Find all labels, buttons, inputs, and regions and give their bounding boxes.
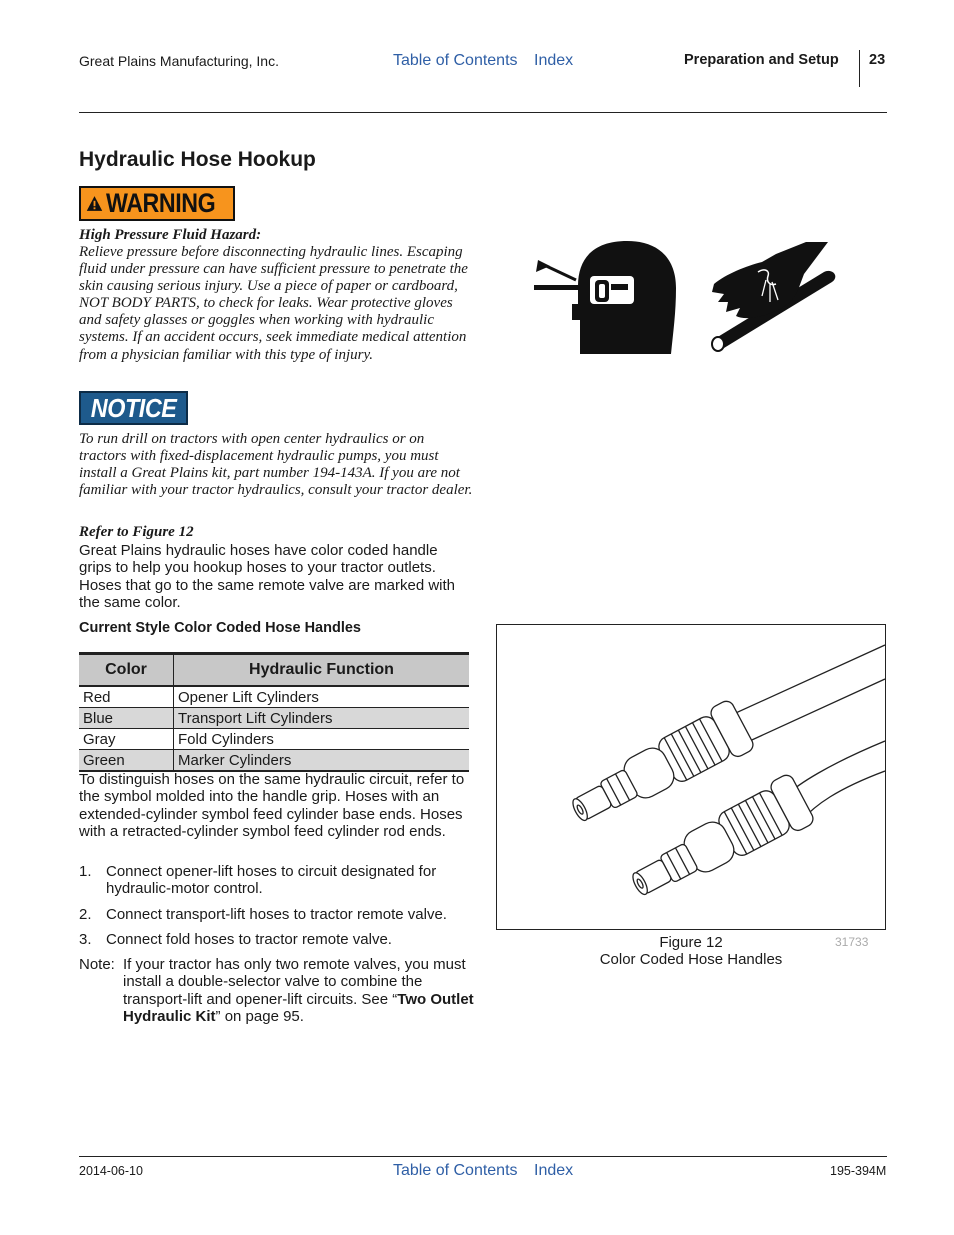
footer-date: 2014-06-10 — [79, 1164, 143, 1178]
intro-paragraph: Great Plains hydraulic hoses have color coded handle grips to help you hookup hoses to your tractor outlets. Hoses that go to the same remote valve are marked with the same color. — [79, 542, 456, 611]
table-cell-color: Gray — [79, 729, 174, 750]
hazard-body: Relieve pressure before disconnecting hydraulic lines. Escaping fluid under pressure can have sufficient pressure to penetrate the skin causing serious injury. Use a piece of paper or cardboard, NOT BODY PARTS, to check for leaks. Wear protective gloves and safety glasses or goggles when working with hydraulic systems. If an accident occurs, seek immediate medical attention from a physician familiar with this type of injury. — [79, 244, 468, 363]
hand-injection-hazard-icon — [706, 240, 840, 352]
figure-reference: Refer to Figure 12 — [79, 524, 194, 540]
table-cell-color: Red — [79, 686, 174, 708]
figure-12-box — [496, 624, 886, 930]
footer-rule — [79, 1156, 887, 1157]
note-label: Note: — [79, 956, 115, 973]
notice-label: NOTICE — [90, 392, 177, 423]
note-text-end: ” on page 95. — [215, 1007, 304, 1025]
header-toc-link[interactable]: Table of Contents — [393, 52, 518, 69]
notice-badge — [79, 391, 188, 425]
step-text: Connect opener-lift hoses to circuit designated for hydraulic-motor control. — [106, 863, 437, 898]
table-row — [79, 729, 469, 750]
figure-number: Figure 12 — [659, 934, 723, 951]
hose-color-table — [79, 652, 469, 772]
note-text-start: If your tractor has only two remote valves, you must install a double-selector valve to combine the transport-lift and opener-lift circuits. See “ — [123, 956, 466, 1008]
header-rule — [79, 112, 887, 113]
table-row — [79, 750, 469, 772]
note-text — [123, 956, 474, 1025]
step-number: 2. — [79, 905, 92, 923]
table-cell-color: Blue — [79, 708, 174, 729]
document-number: 195-394M — [830, 1164, 887, 1178]
table-cell-function: Transport Lift Cylinders — [174, 708, 470, 729]
table-cell-function: Marker Cylinders — [174, 750, 470, 772]
list-item — [79, 863, 474, 898]
header-index-link[interactable]: Index — [534, 52, 574, 69]
table-row — [79, 686, 469, 708]
figure-title: Color Coded Hose Handles — [599, 951, 783, 969]
table-row — [79, 708, 469, 729]
section-title: Preparation and Setup — [684, 52, 839, 68]
footer-index-link[interactable]: Index — [534, 1162, 574, 1179]
table-cell-function: Opener Lift Cylinders — [174, 686, 470, 708]
company-name: Great Plains Manufacturing, Inc. — [79, 53, 279, 69]
steps-list — [79, 863, 474, 956]
eye-protection-icon — [532, 238, 682, 356]
hazard-title: High Pressure Fluid Hazard: — [79, 227, 262, 243]
distinguish-paragraph: To distinguish hoses on the same hydraulic circuit, refer to the symbol molded into the handle grip. Hoses with an extended-cylinder symbol feed cylinder base ends. Hoses with a retracted-cylinder symbol feed cylinder rod ends. — [79, 771, 465, 840]
table-header-row — [79, 654, 469, 687]
warning-triangle-icon — [86, 193, 103, 214]
note-reference-link[interactable]: Two Outlet Hydraulic Kit — [123, 990, 474, 1025]
step-number: 1. — [79, 863, 92, 880]
warning-label: WARNING — [106, 188, 216, 218]
step-text: Connect transport-lift hoses to tractor remote valve. — [106, 905, 447, 923]
page-number: 23 — [869, 52, 886, 68]
notice-body: To run drill on tractors with open center hydraulics or on tractors with fixed-displacement hydraulic pumps, you must install a Great Plains kit, part number 194-143A. If you are not familiar with your tractor hydraulics, consult your tractor dealer. — [79, 431, 473, 499]
table-heading: Current Style Color Coded Hose Handles — [79, 620, 361, 636]
page-title: Hydraulic Hose Hookup — [79, 148, 316, 171]
column-header-function: Hydraulic Function — [174, 654, 470, 687]
hose-couplers-illustration — [497, 625, 885, 929]
figure-id: 31733 — [835, 935, 869, 949]
table-cell-function: Fold Cylinders — [174, 729, 470, 750]
header-divider — [859, 50, 860, 87]
note — [79, 956, 474, 1025]
list-item — [79, 906, 474, 923]
step-number: 3. — [79, 930, 92, 948]
column-header-color: Color — [79, 654, 174, 687]
table-cell-color: Green — [79, 750, 174, 772]
figure-caption — [596, 934, 786, 969]
warning-badge — [79, 186, 235, 221]
footer-toc-link[interactable]: Table of Contents — [393, 1162, 518, 1179]
list-item — [79, 931, 474, 948]
step-text: Connect fold hoses to tractor remote valve. — [106, 930, 392, 948]
